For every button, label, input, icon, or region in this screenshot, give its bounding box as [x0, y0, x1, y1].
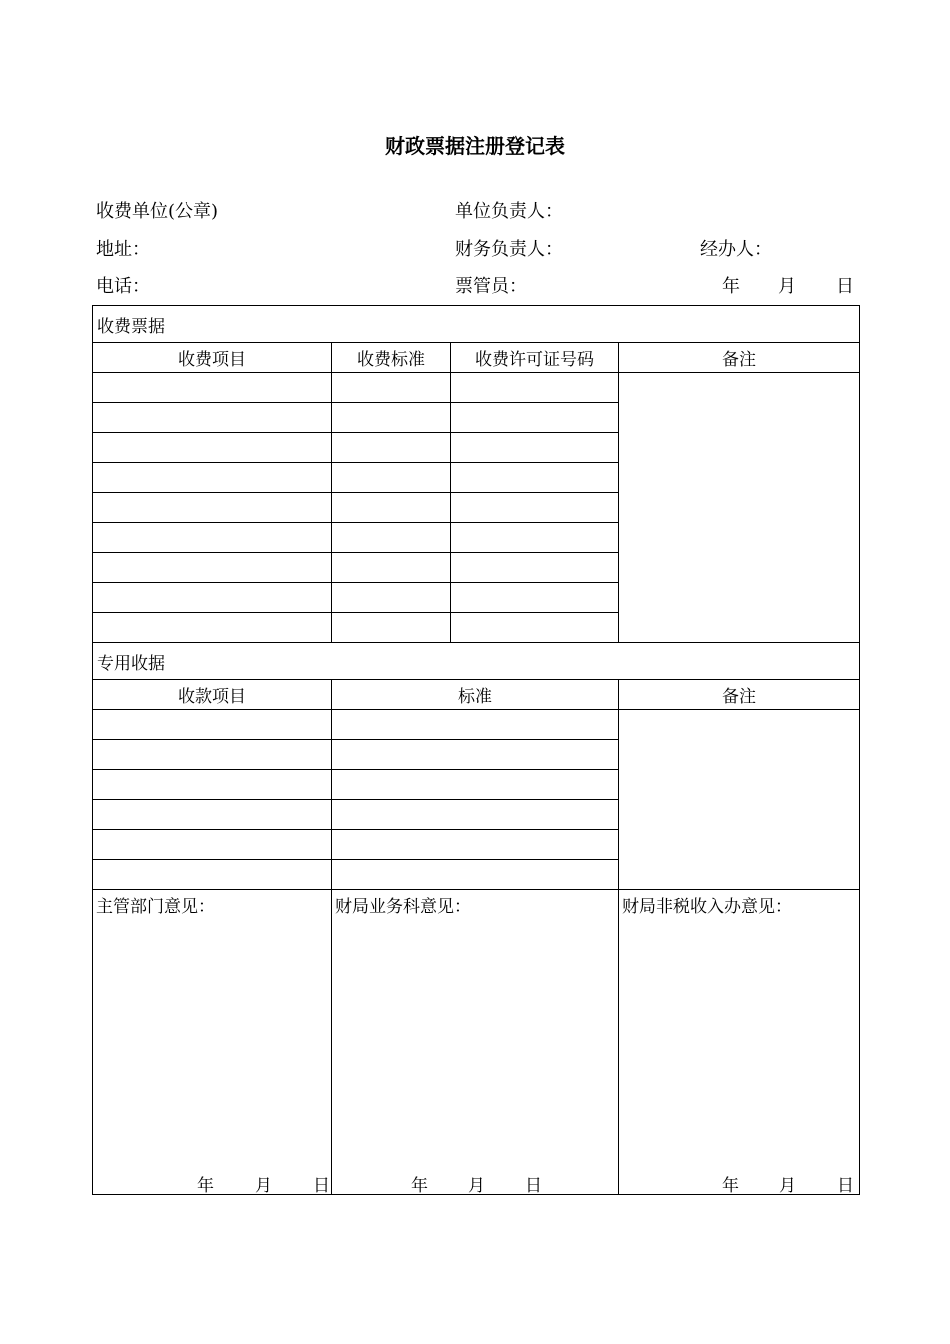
fee-item-cell[interactable] — [93, 583, 332, 613]
receipt-item-cell[interactable] — [93, 800, 332, 830]
header-row-special-receipts — [93, 680, 860, 710]
col-header-license-number: 收费许可证号码 — [451, 343, 619, 373]
date-month: 月 — [468, 1176, 485, 1196]
receipt-standard-cell[interactable] — [332, 800, 619, 830]
opinion-date-department — [93, 1171, 331, 1196]
handler-label: 经办人： — [700, 239, 772, 260]
fee-standard-cell[interactable] — [332, 433, 451, 463]
unit-head-label: 单位负责人： — [455, 201, 563, 222]
license-number-cell[interactable] — [451, 403, 619, 433]
col-header-fee-standard: 收费标准 — [332, 343, 451, 373]
table-row — [93, 373, 860, 403]
fee-standard-cell[interactable] — [332, 583, 451, 613]
receipt-item-cell[interactable] — [93, 860, 332, 890]
opinion-label-nontax: 财局非税收入办意见： — [622, 897, 792, 917]
receipt-item-cell[interactable] — [93, 830, 332, 860]
fee-item-cell[interactable] — [93, 493, 332, 523]
receipt-standard-cell[interactable] — [332, 860, 619, 890]
fee-standard-cell[interactable] — [332, 373, 451, 403]
fee-standard-cell[interactable] — [332, 493, 451, 523]
date-day: 日 — [313, 1176, 330, 1196]
section-row-special-receipts — [93, 643, 860, 680]
fee-item-cell[interactable] — [93, 523, 332, 553]
col-header-receipt-item: 收款项目 — [93, 680, 332, 710]
fee-standard-cell[interactable] — [332, 403, 451, 433]
header-date — [720, 276, 860, 298]
opinion-date-business — [332, 1171, 618, 1196]
opinion-cell-department[interactable] — [93, 890, 332, 1195]
license-number-cell[interactable] — [451, 433, 619, 463]
license-number-cell[interactable] — [451, 553, 619, 583]
date-day: 日 — [837, 1176, 854, 1196]
fee-standard-cell[interactable] — [332, 553, 451, 583]
table-row — [93, 710, 860, 740]
phone-label: 电话： — [96, 276, 150, 297]
page-title: 财政票据注册登记表 — [385, 134, 565, 158]
col-header-standard: 标准 — [332, 680, 619, 710]
date-year: 年 — [722, 1176, 739, 1196]
license-number-cell[interactable] — [451, 373, 619, 403]
col-header-remarks: 备注 — [619, 343, 860, 373]
date-day: 日 — [836, 276, 854, 297]
finance-head-label: 财务负责人： — [455, 239, 563, 260]
receipt-item-cell[interactable] — [93, 710, 332, 740]
fee-standard-cell[interactable] — [332, 613, 451, 643]
fee-standard-cell[interactable] — [332, 463, 451, 493]
remarks-cell[interactable] — [619, 373, 860, 643]
section-row-fee-tickets — [93, 306, 860, 343]
opinion-label-department: 主管部门意见： — [96, 897, 215, 917]
unit-label: 收费单位(公章) — [96, 201, 219, 222]
fee-item-cell[interactable] — [93, 613, 332, 643]
date-year: 年 — [411, 1176, 428, 1196]
receipt-remarks-cell[interactable] — [619, 710, 860, 890]
section-label-special-receipts: 专用收据 — [93, 643, 860, 680]
col-header-fee-item: 收费项目 — [93, 343, 332, 373]
receipt-standard-cell[interactable] — [332, 770, 619, 800]
receipt-standard-cell[interactable] — [332, 830, 619, 860]
date-month: 月 — [779, 1176, 796, 1196]
receipt-standard-cell[interactable] — [332, 710, 619, 740]
opinion-cell-business[interactable] — [332, 890, 619, 1195]
receipt-standard-cell[interactable] — [332, 740, 619, 770]
fee-standard-cell[interactable] — [332, 523, 451, 553]
fee-item-cell[interactable] — [93, 403, 332, 433]
opinions-row — [93, 890, 860, 1195]
registration-table — [92, 305, 860, 1195]
license-number-cell[interactable] — [451, 523, 619, 553]
license-number-cell[interactable] — [451, 613, 619, 643]
fee-item-cell[interactable] — [93, 463, 332, 493]
date-month: 月 — [778, 276, 796, 297]
license-number-cell[interactable] — [451, 463, 619, 493]
section-label-fee-tickets: 收费票据 — [93, 306, 860, 343]
header-row-fee-tickets — [93, 343, 860, 373]
date-year: 年 — [197, 1176, 214, 1196]
license-number-cell[interactable] — [451, 583, 619, 613]
address-label: 地址： — [96, 239, 150, 260]
date-month: 月 — [255, 1176, 272, 1196]
receipt-item-cell[interactable] — [93, 770, 332, 800]
ticket-manager-label: 票管员： — [455, 276, 527, 297]
fee-item-cell[interactable] — [93, 373, 332, 403]
opinion-date-nontax — [619, 1171, 859, 1196]
date-year: 年 — [722, 276, 740, 297]
date-day: 日 — [525, 1176, 542, 1196]
opinion-label-business: 财局业务科意见： — [335, 897, 471, 917]
license-number-cell[interactable] — [451, 493, 619, 523]
receipt-item-cell[interactable] — [93, 740, 332, 770]
col-header-receipt-remarks: 备注 — [619, 680, 860, 710]
fee-item-cell[interactable] — [93, 553, 332, 583]
fee-item-cell[interactable] — [93, 433, 332, 463]
opinion-cell-nontax[interactable] — [619, 890, 860, 1195]
